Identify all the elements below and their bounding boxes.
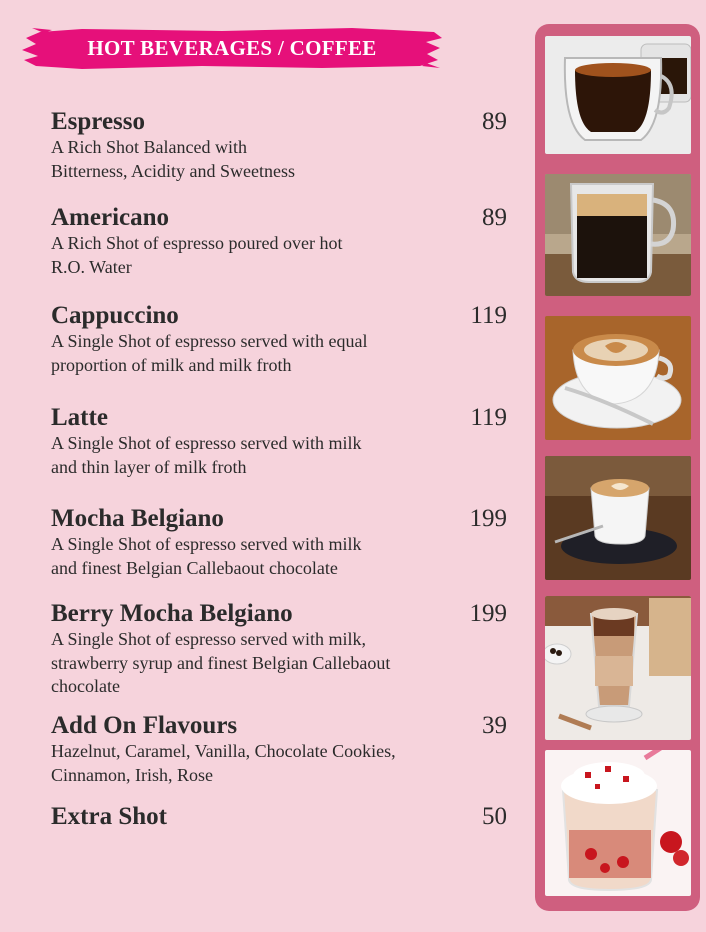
- americano-photo: [545, 174, 691, 296]
- item-name: Espresso: [51, 108, 146, 135]
- item-price: 89: [482, 108, 507, 135]
- item-description: A Single Shot of espresso served with milk and thin layer of milk froth: [51, 433, 362, 477]
- cappuccino-photo: [545, 316, 691, 440]
- section-banner: [22, 26, 442, 70]
- item-price: 50: [482, 803, 507, 830]
- item-description: A Rich Shot Balanced with Bitterness, Acidity and Sweetness: [51, 137, 295, 181]
- item-price: 199: [469, 600, 507, 627]
- menu-item-cappuccino: [51, 302, 507, 377]
- item-price: 89: [482, 204, 507, 231]
- item-price: 119: [470, 404, 507, 431]
- item-name: Americano: [51, 204, 170, 231]
- menu-item-latte: [51, 404, 507, 479]
- item-name: Mocha Belgiano: [51, 505, 224, 532]
- latte-photo: [545, 456, 691, 580]
- menu-item-extra-shot: [51, 803, 507, 831]
- item-name: Add On Flavours: [51, 712, 238, 739]
- section-title: HOT BEVERAGES / COFFEE: [87, 35, 377, 60]
- item-price: 199: [469, 505, 507, 532]
- item-description: Hazelnut, Caramel, Vanilla, Chocolate Cookies, Cinnamon, Irish, Rose: [51, 741, 396, 785]
- item-price: 39: [482, 712, 507, 739]
- item-name: Latte: [51, 404, 108, 431]
- item-description: A Single Shot of espresso served with milk and finest Belgian Callebaout chocolate: [51, 534, 362, 578]
- menu-item-mocha-belgiano: [51, 505, 507, 580]
- item-price: 119: [470, 302, 507, 329]
- berry-mocha-photo: [545, 750, 691, 896]
- item-description: A Single Shot of espresso served with milk, strawberry syrup and finest Belgian Callebaout chocolate: [51, 629, 391, 696]
- menu-item-berry-mocha-belgiano: [51, 600, 507, 699]
- espresso-photo: [545, 36, 691, 154]
- item-description: A Rich Shot of espresso poured over hot R.O. Water: [51, 233, 343, 277]
- menu-item-espresso: [51, 108, 507, 183]
- item-description: A Single Shot of espresso served with equal proportion of milk and milk froth: [51, 331, 368, 375]
- item-name: Cappuccino: [51, 302, 179, 329]
- mocha-photo: [545, 596, 691, 740]
- menu-item-add-on-flavours: [51, 712, 507, 787]
- photo-strip: [535, 24, 700, 911]
- menu-item-americano: [51, 204, 507, 279]
- item-name: Berry Mocha Belgiano: [51, 600, 293, 627]
- item-name: Extra Shot: [51, 803, 167, 830]
